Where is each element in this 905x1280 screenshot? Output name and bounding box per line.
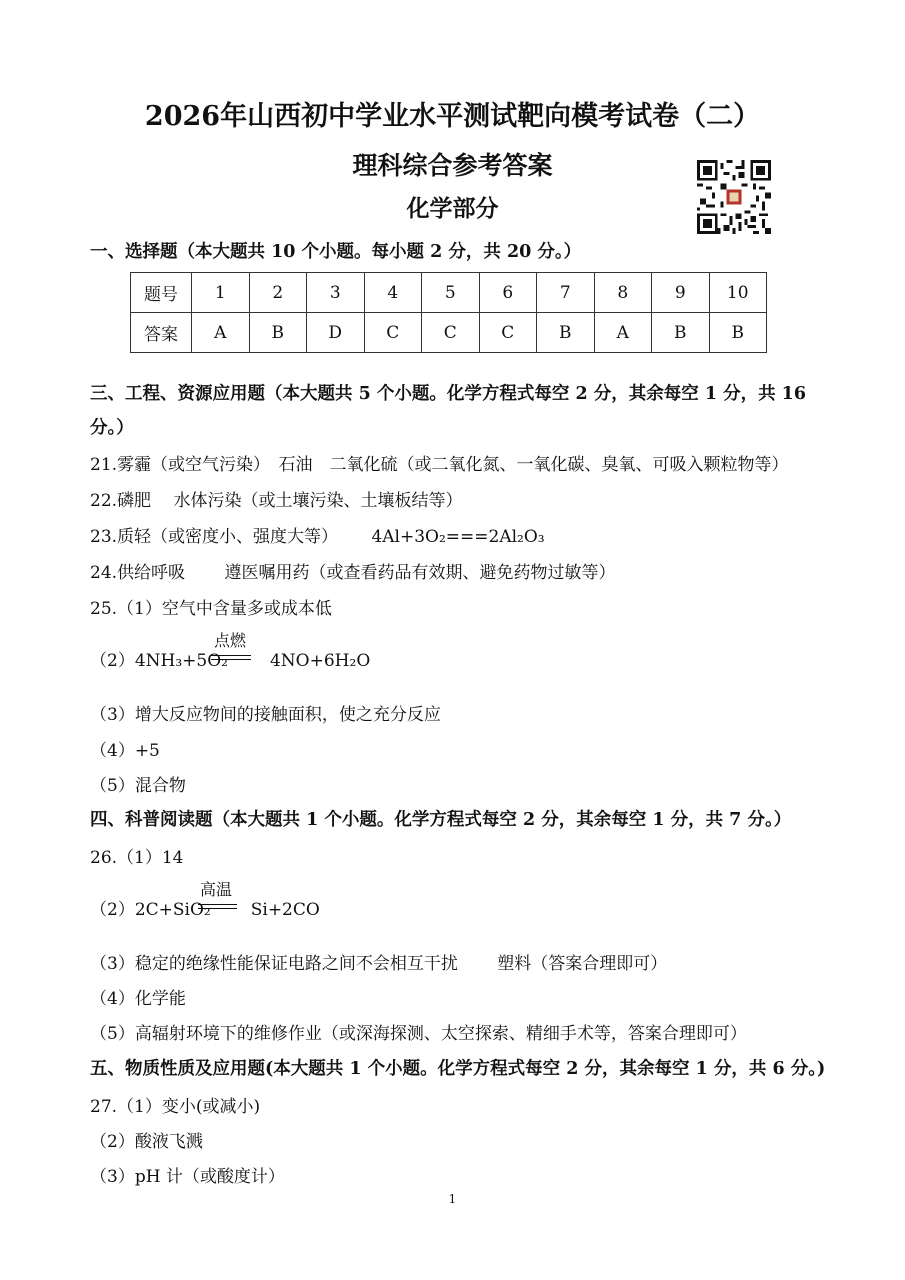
table-cell: 2 — [249, 273, 307, 313]
equation-rhs: 4NO+6H₂O — [269, 651, 371, 671]
table-cell: D — [307, 313, 365, 353]
answer-26-1: 26.（1）14 — [90, 848, 184, 868]
answer-subtitle: 理科综合参考答案 — [352, 151, 553, 180]
table-cell: C — [479, 313, 537, 353]
table-cell: B — [709, 313, 767, 353]
equation-rhs: Si+2CO — [250, 900, 320, 920]
table-cell: 10 — [709, 273, 767, 313]
table-row — [131, 313, 767, 353]
section-heading-engineering: 三、工程、资源应用题（本大题共 5 个小题。化学方程式每空 2 分，其余每空 1 分，共 16 — [90, 384, 807, 404]
table-cell: 4 — [364, 273, 422, 313]
section-heading-engineering-cont: 分。） — [90, 418, 134, 438]
answer-25-3: （3）增大反应物间的接触面积，使之充分反应 — [90, 705, 441, 725]
table-cell: 7 — [537, 273, 595, 313]
answer-27-2: （2）酸液飞溅 — [90, 1132, 203, 1152]
section-heading-reading: 四、科普阅读题（本大题共 1 个小题。化学方程式每空 2 分，其余每空 1 分，共 7 分。） — [90, 810, 792, 830]
answer-26-2-prefix: （2） — [90, 900, 135, 920]
answer-26-3: （3）稳定的绝缘性能保证电路之间不会相互干扰 塑料（答案合理即可） — [90, 954, 668, 974]
table-cell: C — [422, 313, 480, 353]
section-heading-properties: 五、物质性质及应用题(本大题共 1 个小题。化学方程式每空 2 分，其余每空 1 分，共 6 分。) — [90, 1059, 826, 1079]
answer-25-4: （4）+5 — [90, 741, 160, 761]
answer-26-5: （5）高辐射环境下的维修作业（或深海探测、太空探索、精细手术等，答案合理即可） — [90, 1024, 747, 1044]
answer-26-4: （4）化学能 — [90, 989, 186, 1009]
exam-title: 2026年山西初中学业水平测试靶向模考试卷（二） — [144, 101, 761, 132]
table-cell: C — [364, 313, 422, 353]
table-cell: 9 — [652, 273, 710, 313]
equation-lhs: 4NH₃+5O₂ — [134, 651, 228, 671]
table-cell: 3 — [307, 273, 365, 313]
table-cell: 8 — [594, 273, 652, 313]
reaction-condition: 点燃 — [214, 631, 247, 650]
table-row — [131, 273, 767, 313]
section-heading-choice: 一、选择题（本大题共 10 个小题。每小题 2 分，共 20 分。） — [90, 242, 582, 262]
answer-22: 22.磷肥 水体污染（或土壤污染、土壤板结等） — [90, 491, 463, 511]
table-cell: 6 — [479, 273, 537, 313]
reaction-condition: 高温 — [200, 880, 233, 899]
answer-25-2-prefix: （2） — [90, 651, 135, 671]
table-cell: B — [652, 313, 710, 353]
qr-code-icon — [697, 160, 771, 234]
equals-sign — [211, 655, 251, 660]
answer-25-1: 25.（1）空气中含量多或成本低 — [90, 599, 332, 619]
section-title: 化学部分 — [406, 195, 499, 222]
answer-24: 24.供给呼吸 遵医嘱用药（或查看药品有效期、避免药物过敏等） — [90, 563, 616, 583]
answer-23-equation: 4Al+3O₂===2Al₂O₃ — [371, 527, 545, 547]
table-cell: A — [594, 313, 652, 353]
table-cell: A — [192, 313, 250, 353]
equals-sign — [198, 904, 237, 909]
answer-25-5: （5）混合物 — [90, 776, 186, 796]
answer-27-1: 27.（1）变小(或减小) — [90, 1097, 261, 1117]
answer-21: 21.雾霾（或空气污染） 石油 二氧化硫（或二氧化氮、一氧化碳、臭氧、可吸入颗粒物等） — [90, 455, 789, 475]
table-header-cell: 题号 — [131, 273, 192, 313]
answer-27-3: （3）pH 计（或酸度计） — [90, 1167, 285, 1187]
table-cell: B — [537, 313, 595, 353]
answer-23 — [90, 522, 545, 547]
table-cell: 5 — [422, 273, 480, 313]
answer-table — [130, 272, 767, 353]
answer-23-text: 23.质轻（或密度小、强度大等） — [90, 527, 339, 547]
equation-lhs: 2C+SiO₂ — [134, 900, 211, 920]
table-cell: B — [249, 313, 307, 353]
table-cell: 1 — [192, 273, 250, 313]
page-number: 1 — [448, 1192, 457, 1206]
table-header-cell: 答案 — [131, 313, 192, 353]
